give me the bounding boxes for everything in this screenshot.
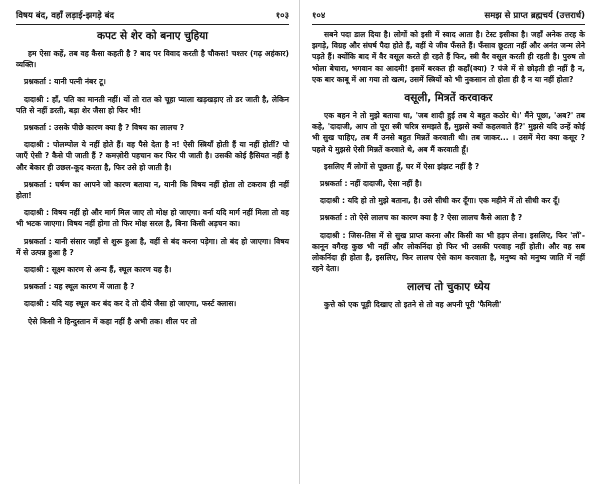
right-running-header: [312, 10, 585, 25]
paragraph-text: तो ऐसे लालच का कारण क्या है ? ऐसा लालच कैसे आता है ?: [350, 213, 523, 223]
paragraph-text: यानी पत्नी नंबर टू।: [54, 77, 106, 87]
paragraph-text: घर्षण का आपने जो कारण बताया न, यानी कि विषय नहीं होता तो टकराव ही नहीं होता!: [16, 179, 289, 201]
right-page: [300, 0, 599, 484]
paragraph-text: यदि यह स्थूल कर बंद कर दे तो दीये जैसा हो जाएगा, फर्स्ट क्लास।: [51, 299, 237, 309]
speaker-label: प्रश्नकर्ता :: [24, 123, 52, 133]
paragraph: [312, 178, 585, 189]
paragraph-text: नहीं दादाजी, ऐसा नहीं है।: [350, 179, 422, 189]
speaker-label: प्रश्नकर्ता :: [24, 236, 52, 246]
paragraph-text: विषय नहीं हो और मार्ग मिल जाए तो मोक्ष हो जाएगा। वर्ना यदि मार्ग नहीं मिला तो वह भी भटक जाएगा। विषय नहीं होगा तो फिर मोक्ष सरल है, बिना किसी अड़चन का।: [16, 208, 289, 229]
paragraph: [312, 29, 585, 85]
speaker-label: प्रश्नकर्ता :: [24, 282, 52, 292]
left-section-title: कपट से शेर को बनाए चुहिया: [96, 30, 209, 42]
paragraph: [16, 122, 289, 133]
speaker-label: दादाश्री :: [24, 265, 50, 275]
paragraph-text: हम ऐसा कहें, तब वह कैसा कहती है ? बाद पर विवाद करती है चौकस! चश्तर (गढ़ अहंकार) व्यक्ति।: [16, 49, 289, 70]
paragraph-text: कुत्ते को एक पूड़ी दिखाए तो इतने से तो वह अपनी पूरी 'फैमिली': [324, 300, 502, 310]
paragraph: [16, 316, 289, 327]
paragraph: [16, 48, 289, 70]
right-body-3: [312, 299, 585, 310]
left-running-title: विषय बंद, वहाँ लड़ाई-झगड़े बंद: [16, 11, 114, 21]
paragraph: [16, 281, 289, 292]
paragraph-text: ऐसे किसी ने हिन्दुस्तान में कहा नहीं है अभी तक। शील पर तो: [28, 316, 197, 326]
paragraph: [312, 110, 585, 155]
paragraph: [312, 299, 585, 310]
paragraph: [16, 139, 289, 173]
paragraph: [16, 236, 289, 258]
speaker-label: प्रश्नकर्ता :: [320, 179, 348, 189]
right-page-number: १०४: [312, 11, 326, 21]
right-running-title: समझ से प्राप्त ब्रह्मचर्य (उत्तरार्ध): [484, 11, 585, 21]
paragraph: [312, 212, 585, 223]
speaker-label: प्रश्नकर्ता :: [24, 77, 52, 87]
paragraph: [16, 179, 289, 201]
left-body: [16, 48, 289, 327]
paragraph-text: सबने पदा डाल दिया है। लोगों को इसी में स्वाद आता है। टेस्ट इसीका है। जहाँ अनेक तरह के झगड़े, विग्रह और संघर्ष पैदा होते हैं, वहीं ये जीव फँसते हैं। फँसाव छूटता नहीं और अनंत जन्म लेने पड़ते हैं। क्योंकि बाद में वैर वसूल करते ही रहते हैं फिर, स्त्री वैर वसूल करती ही रहती है। पुरुष तो भोला बेचारा, भगवान का आदमी! इसमें बरकत ही कहाँ(क्या) ? पंजे में से छोड़ती ही नहीं है न, एक बार काबू में आ गया तो खत्म, उसमें स्त्रियों को भी नुकसान तो होता ही है न या नहीं होता?: [312, 30, 585, 84]
speaker-label: दादाश्री :: [24, 94, 50, 104]
speaker-label: प्रश्नकर्ता :: [24, 179, 53, 189]
paragraph: [312, 195, 585, 206]
left-page: [0, 0, 299, 484]
paragraph-text: इसलिए मैं लोगों से पूछता हूँ, घर में ऐसा झंझट नहीं है ?: [324, 161, 480, 171]
paragraph: [16, 207, 289, 229]
right-body-2: [312, 110, 585, 274]
left-running-header: [16, 10, 289, 25]
speaker-label: दादाश्री :: [24, 208, 50, 218]
paragraph-text: जिस-तिस में से सुख प्राप्त करना और किसी का भी हड़प लेना। इसलिए, फिर 'लॉ'-कानून वगैरह कुछ भी नहीं और लोकनिंदा हो फिर भी उसकी परवाह नहीं होती। और वह सब लोकनिंदा ही होता है, इसलिए, फिर लालच ऐसे काम करवाता है, मनुष्य को मनुष्य जाति में नहीं रहने देता।: [312, 230, 585, 274]
paragraph-text: उसके पीछे कारण क्या है ? विषय का लालच ?: [54, 123, 185, 133]
left-page-number: १०३: [275, 11, 289, 21]
paragraph-text: पोलम्पोल ये नहीं होते हैं। वह पैसे देता है न! ऐसी स्त्रियाँ होती हैं या नहीं होतीं? पो जाएँ ऐसी ? कैसे पी जाती हैं ? कमज़ोरी पहचान कर फिर पी जाती है। उसकी कोई हैसियत नहीं है और बेकार ही उछल-कूद करता है, फिर उसे हो जाती है।: [16, 140, 289, 172]
right-section-title-2: लालच तो चुकाए ध्येय: [407, 281, 490, 294]
paragraph: [16, 264, 289, 275]
paragraph-text: यह स्थूल कारण में जाता है ?: [54, 282, 135, 292]
paragraph-text: एक बहन ने तो मुझे बताया था, 'जब शादी हुई तब ये बहुत कठोर थे।' मैंने पूछा, 'अब?' तब कहे, 'दादाजी, आप तो पूरा स्त्री चरित्र समझते हैं, मुझसे क्यों कहलवाते हैं?' मुझसे यदि उन्हें कोई भी सुख चाहिए, तब मैं उनसे बहुत मिन्नतें करवाती थी। तब जाकर... । उसमें मेरा क्या कसूर ? पहले ये मुझसे ऐसी मिन्नतें करवाते थे, अब मैं करवाती हूँ।: [312, 111, 585, 154]
right-body-1: [312, 29, 585, 85]
right-section-title-1: वसूली, मित्रतें करवाकर: [404, 92, 493, 105]
speaker-label: दादाश्री :: [320, 196, 346, 206]
paragraph-text: सूक्ष्म कारण से अन्य हैं, स्थूल कारण यह है।: [51, 265, 172, 275]
paragraph: [16, 76, 289, 87]
speaker-label: दादाश्री :: [24, 299, 50, 309]
speaker-label: दादाश्री :: [24, 140, 50, 150]
paragraph: [16, 94, 289, 116]
paragraph: [312, 230, 585, 275]
speaker-label: प्रश्नकर्ता :: [320, 213, 348, 223]
paragraph-text: यानी संसार जहाँ से शुरू हुआ है, वहीं से बंद करना पड़ेगा। तो बंद हो जाएगा। विषय में से उत्पन्न हुआ है ?: [16, 236, 289, 257]
speaker-label: दादाश्री :: [320, 230, 346, 240]
paragraph: [16, 298, 289, 309]
paragraph-text: यदि हो तो मुझे बताना, है। उसे सीधी कर दूँगा। एक महीने में तो सीधी कर दूँ।: [347, 196, 560, 206]
paragraph-text: हाँ, पति का मानती नहीं। यों तो रात को चूहा प्याला खड़खड़ाए तो डर जाती है, लेकिन पति से नहीं डरती, बड़ा शेर जैसा हो फिर भी!: [16, 94, 289, 115]
paragraph: [312, 161, 585, 172]
